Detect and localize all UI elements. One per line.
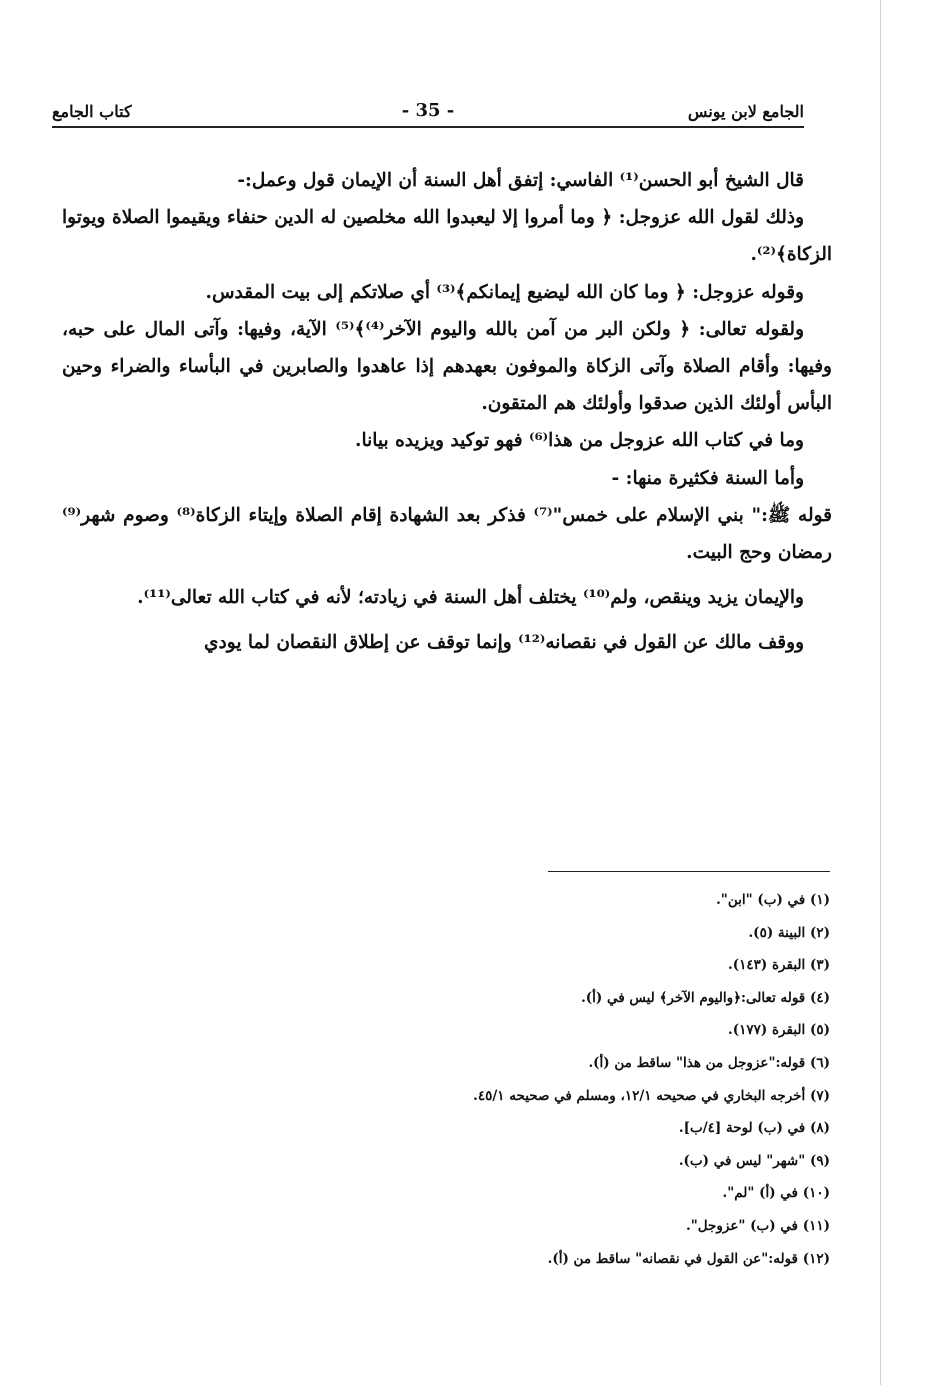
footnote: (٢) البينة (٥). <box>748 924 830 941</box>
paragraph: ووقف مالك عن القول في نقصانه⁽¹²⁾ وإنما توقف عن إطلاق النقصان لما يودي <box>204 632 804 654</box>
footnote: (١١) في (ب) "عزوجل". <box>686 1217 830 1234</box>
footnote: (٧) أخرجه البخاري في صحيحه ١٢/١، ومسلم في صحيحه ٤٥/١. <box>473 1087 830 1104</box>
header-rule <box>52 126 804 128</box>
page-number: - 35 - <box>401 100 455 121</box>
paragraph: والإيمان يزيد وينقص، ولم⁽¹⁰⁾ يختلف أهل السنة في زيادته؛ لأنه في كتاب الله تعالى⁽¹¹⁾. <box>137 587 804 609</box>
paragraph: وما في كتاب الله عزوجل من هذا⁽⁶⁾ فهو توكيد ويزيده بيانا. <box>355 430 804 452</box>
paragraph: قوله ﷺ:" بني الإسلام على خمس"⁽⁷⁾ فذكر بعد الشهادة إقام الصلاة وإيتاء الزكاة⁽⁸⁾ وصوم شهر⁽⁹⁾ رمضان وحج البيت. <box>62 504 832 564</box>
chapter-title: كتاب الجامع <box>52 102 132 121</box>
footnote: (١٢) قوله:"عن القول في نقصانه" ساقط من (أ). <box>547 1250 830 1267</box>
paragraph: وذلك لقول الله عزوجل: ﴿ وما أمروا إلا ليعبدوا الله مخلصين له الدين حنفاء ويقيموا الصلاة ويوتوا الزكاة﴾⁽²⁾. <box>62 207 832 266</box>
footnotes <box>300 884 830 1275</box>
footnote: (٩) "شهر" ليس في (ب). <box>678 1152 830 1169</box>
footnote: (٨) في (ب) لوحة [٤/ب]. <box>678 1120 830 1137</box>
running-header <box>52 100 804 126</box>
footnote: (٣) البقرة (١٤٣). <box>728 957 830 974</box>
paragraph: قال الشيخ أبو الحسن⁽¹⁾ الفاسي: إتفق أهل السنة أن الإيمان قول وعمل:- <box>237 170 804 191</box>
footnote: (١) في (ب) "ابن". <box>716 892 830 908</box>
footnote: (١٠) في (أ) "لم". <box>722 1185 830 1202</box>
footnote: (٥) البقرة (١٧٧). <box>728 1022 830 1039</box>
paragraph: وقوله عزوجل: ﴿ وما كان الله ليضيع إيمانكم﴾⁽³⁾ أي صلاتكم إلى بيت المقدس. <box>205 281 804 303</box>
paragraph: ولقوله تعالى: ﴿ ولكن البر من آمن بالله واليوم الآخر⁽⁴⁾﴾⁽⁵⁾ الآية، وفيها: وآتى المال على حبه، وفيها: وأقام الصلاة وآتى الزكاة والموفون بعهدهم إذا عاهدوا والصابرين في البأساء والضراء وحين البأس أولئك الذين صدقوا وأولئك هم المتقون. <box>62 318 832 415</box>
book-title: الجامع لابن يونس <box>687 102 804 121</box>
footnote-rule <box>548 871 830 872</box>
page-edge-line <box>880 0 881 1385</box>
footnote: (٦) قوله:"عزوجل من هذا" ساقط من (أ). <box>588 1054 830 1071</box>
footnote: (٤) قوله تعالى:﴿واليوم الآخر﴾ ليس في (أ). <box>581 989 830 1006</box>
main-text <box>62 162 832 662</box>
paragraph: وأما السنة فكثيرة منها: - <box>611 467 804 489</box>
